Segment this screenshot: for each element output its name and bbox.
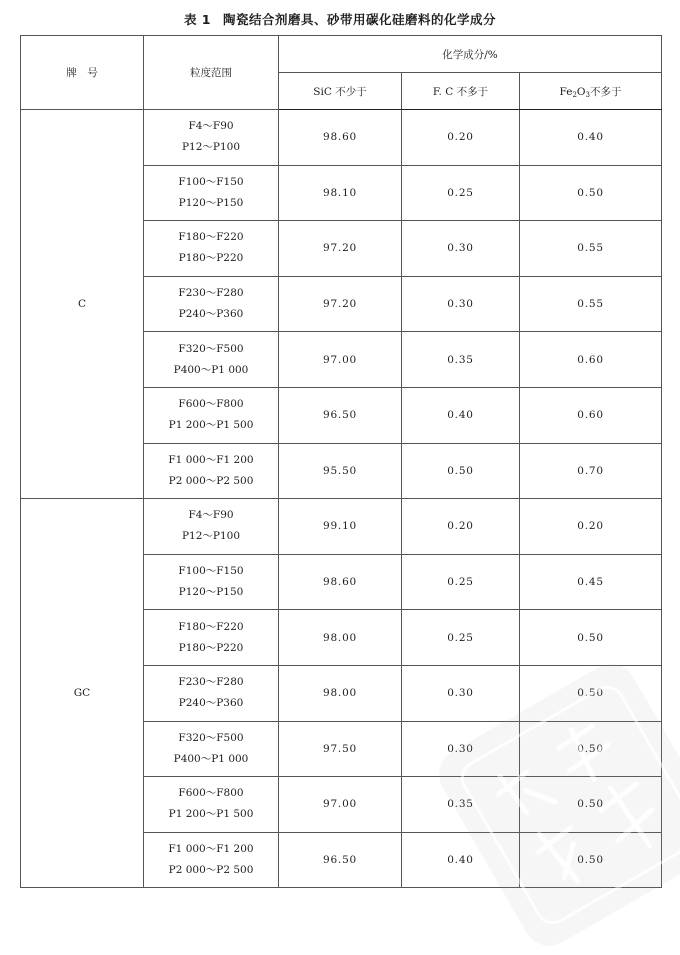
free-carbon-value-cell: 0.35 [402, 777, 520, 833]
sic-value-cell: 98.60 [279, 110, 402, 166]
f-grit-range: F100～F150 [178, 565, 244, 578]
grit-range-cell [144, 110, 279, 166]
fe2o3-value-cell: 0.40 [520, 110, 662, 166]
sic-value-cell: 97.20 [279, 276, 402, 332]
f-grit-range: F180～F220 [178, 620, 244, 633]
free-carbon-value-cell: 0.20 [402, 110, 520, 166]
grit-range-cell [144, 499, 279, 555]
f-grit-range: F4～F90 [188, 120, 234, 133]
fe2o3-value-cell: 0.50 [520, 665, 662, 721]
f-grit-range: F100～F150 [178, 175, 244, 188]
p-grit-range: P240～P360 [178, 697, 244, 710]
fe2o3-value-cell: 0.20 [520, 499, 662, 555]
grit-range-cell [144, 276, 279, 332]
free-carbon-value-cell: 0.25 [402, 554, 520, 610]
fe2o3-value-cell: 0.60 [520, 332, 662, 388]
sic-value-cell: 97.20 [279, 221, 402, 277]
grit-range-cell [144, 165, 279, 221]
grit-range-cell [144, 554, 279, 610]
sic-value-cell: 98.10 [279, 165, 402, 221]
p-grit-range: P1 200～P1 500 [168, 808, 254, 821]
p-grit-range: P2 000～P2 500 [168, 474, 254, 487]
free-carbon-value-cell: 0.25 [402, 165, 520, 221]
p-grit-range: P400～P1 000 [173, 752, 249, 765]
fe2o3-value-cell: 0.55 [520, 221, 662, 277]
free-carbon-value-cell: 0.40 [402, 832, 520, 888]
grit-range-cell [144, 777, 279, 833]
free-carbon-value-cell: 0.30 [402, 221, 520, 277]
p-grit-range: P240～P360 [178, 308, 244, 321]
f-grit-range: F600～F800 [178, 787, 244, 800]
f-grit-range: F600～F800 [178, 398, 244, 411]
grit-range-cell [144, 721, 279, 777]
grit-range-cell [144, 221, 279, 277]
fe2o3-value-cell: 0.50 [520, 610, 662, 666]
free-carbon-value-cell: 0.40 [402, 387, 520, 443]
grit-range-cell [144, 332, 279, 388]
p-grit-range: P400～P1 000 [173, 363, 249, 376]
grade-cell: GC [21, 499, 144, 888]
sic-value-cell: 97.50 [279, 721, 402, 777]
header-grit-range: 粒度范围 [144, 36, 279, 110]
free-carbon-value-cell: 0.30 [402, 721, 520, 777]
f-grit-range: F1 000～F1 200 [168, 453, 254, 466]
sic-value-cell: 98.00 [279, 610, 402, 666]
f-grit-range: F230～F280 [178, 676, 244, 689]
sic-value-cell: 96.50 [279, 387, 402, 443]
free-carbon-value-cell: 0.30 [402, 665, 520, 721]
fe2o3-value-cell: 0.50 [520, 721, 662, 777]
fe2o3-value-cell: 0.50 [520, 165, 662, 221]
p-grit-range: P180～P220 [178, 641, 244, 654]
header-free-carbon: F. C 不多于 [402, 73, 520, 110]
sic-value-cell: 98.60 [279, 554, 402, 610]
header-sic: SiC 不少于 [279, 73, 402, 110]
fe2o3-value-cell: 0.45 [520, 554, 662, 610]
grit-range-cell [144, 832, 279, 888]
grade-cell: C [21, 110, 144, 499]
grit-range-cell [144, 387, 279, 443]
sic-value-cell: 96.50 [279, 832, 402, 888]
p-grit-range: P120～P150 [178, 196, 244, 209]
fe2o3-value-cell: 0.50 [520, 777, 662, 833]
sic-value-cell: 95.50 [279, 443, 402, 499]
grit-range-cell [144, 665, 279, 721]
sic-value-cell: 99.10 [279, 499, 402, 555]
f-grit-range: F320～F500 [178, 342, 244, 355]
header-chemical-composition: 化学成分/% [279, 36, 662, 73]
table-title: 陶瓷结合剂磨具、砂带用碳化硅磨料的化学成分 [223, 12, 497, 27]
p-grit-range: P2 000～P2 500 [168, 864, 254, 877]
p-grit-range: P120～P150 [178, 586, 244, 599]
grit-range-cell [144, 443, 279, 499]
grit-range-cell [144, 610, 279, 666]
header-grade: 牌 号 [21, 36, 144, 110]
fe2o3-value-cell: 0.50 [520, 832, 662, 888]
f-grit-range: F4～F90 [188, 509, 234, 522]
f-grit-range: F180～F220 [178, 231, 244, 244]
p-grit-range: P12～P100 [181, 141, 241, 154]
p-grit-range: P12～P100 [181, 530, 241, 543]
f-grit-range: F230～F280 [178, 287, 244, 300]
table-row [21, 499, 662, 555]
p-grit-range: P180～P220 [178, 252, 244, 265]
header-fe2o3: $Fe_2O_3$不多于 [520, 73, 662, 110]
f-grit-range: F1 000～F1 200 [168, 843, 254, 856]
table-number: 表 1 [183, 12, 212, 27]
free-carbon-value-cell: 0.25 [402, 610, 520, 666]
fe2o3-value-cell: 0.60 [520, 387, 662, 443]
free-carbon-value-cell: 0.35 [402, 332, 520, 388]
table-row [21, 110, 662, 166]
fe2o3-value-cell: 0.55 [520, 276, 662, 332]
f-grit-range: F320～F500 [178, 731, 244, 744]
free-carbon-value-cell: 0.20 [402, 499, 520, 555]
table-caption [0, 10, 680, 28]
fe2o3-value-cell: 0.70 [520, 443, 662, 499]
sic-value-cell: 97.00 [279, 777, 402, 833]
free-carbon-value-cell: 0.30 [402, 276, 520, 332]
sic-value-cell: 97.00 [279, 332, 402, 388]
free-carbon-value-cell: 0.50 [402, 443, 520, 499]
p-grit-range: P1 200～P1 500 [168, 419, 254, 432]
sic-value-cell: 98.00 [279, 665, 402, 721]
